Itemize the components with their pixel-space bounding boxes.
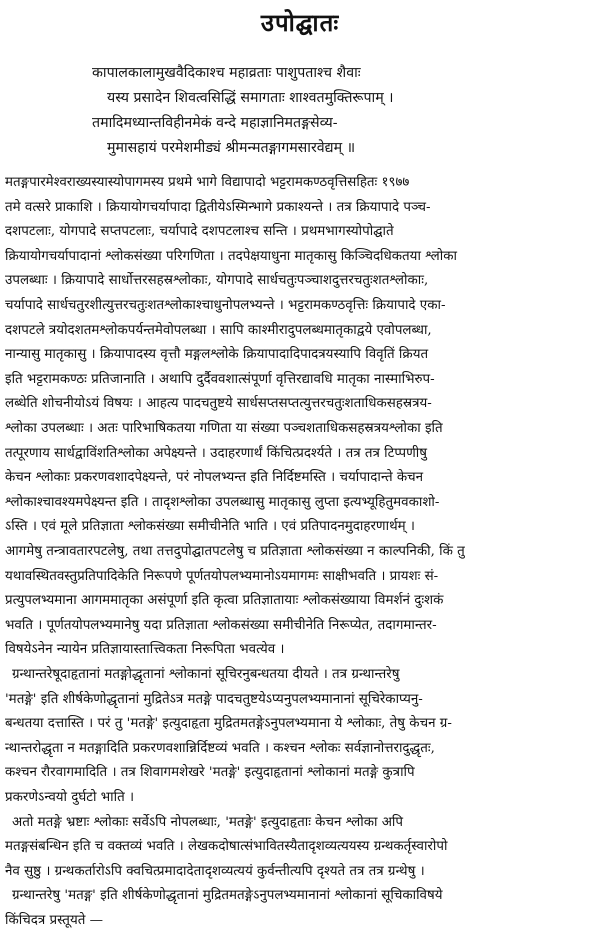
- paragraph-line: कश्चन रौरवागमादिति । तत्र शिवागमशेखरे 'मतङ्गे' इत्युदाहृतानां श्लोकानां मतङ्गे कुत्रापि: [5, 765, 415, 781]
- paragraph-line: तत्पूरणाय सार्धद्वाविंशतिश्लोका अपेक्ष्यन्ते । उदाहरणार्थं किंचित्प्रदर्श्यते । तत्र तत्र टिप्पणीषु: [5, 445, 427, 461]
- paragraph-line: किंचिदत्र प्रस्तूयते —: [5, 913, 103, 928]
- paragraph-line: लब्धेति शोचनीयोऽयं विषयः । आहत्य पादचतुष्टये सार्धसप्तसप्तत्युत्तरचतुःशताधिकसहस्रत्रय-: [5, 396, 432, 412]
- paragraph-line: क्रियायोगचर्यापादानां श्लोकसंख्या परिगणिता । तदपेक्षयाधुना मातृकासु किञ्चिदधिकतया श्लोका: [5, 248, 457, 264]
- verse-line: तमादिमध्यान्तविहीनमेकं वन्दे महाज्ञानिमतङ्गसेव्य-: [92, 115, 338, 131]
- paragraph-line: मतङ्गसंबन्धिन इति च वक्तव्यं भवति । लेखकदोषात्संभावितस्यैतादृशव्यत्ययस्य ग्रन्थकर्तृस्वारोपो: [5, 839, 448, 855]
- paragraph-line: प्रत्युपलभ्यमाना आगममातृका असंपूर्णा इति कृत्वा प्रतिज्ञातायाः श्लोकसंख्याया विमर्शनं दुःशकं: [5, 593, 444, 609]
- paragraph-line: यथावस्थितवस्तुप्रतिपादिकेति निरूपणे पूर्णतयोपलभ्यमानोऽयमागमः साक्षीभवति । प्रायशः सं-: [5, 568, 439, 584]
- paragraph-line: ग्रन्थान्तरेषु 'मतङ्ग' इति शीर्षकेणोद्धृतानां मुद्रितमतङ्गेऽनुपलभ्यमानानां श्लोकानां सूचिकाविषये: [12, 888, 443, 904]
- paragraph-line: न्थान्तरोद्धृता न मतङ्गादिति प्रकरणवशान्निर्दिष्टव्यं भवति । कश्चन श्लोकः सर्वज्ञानोत्तरादुद्धृतः,: [5, 740, 435, 756]
- paragraph-line: केचन श्लोकाः प्रकरणवशादपेक्ष्यन्ते, परं नोपलभ्यन्त इति निर्दिष्टमस्ति । चर्यापादान्ते केचन: [5, 470, 424, 486]
- verse-line: मुमासहायं परमेशमीड्यं श्रीमन्मतङ्गागमसारवेद्यम् ॥: [107, 140, 356, 156]
- paragraph-line: नान्यासु मातृकासु । क्रियापादस्य वृत्तौ मङ्गलश्लोके क्रियापादादिपादत्रयस्यापि विवृतिं क्रियत: [5, 347, 429, 363]
- paragraph-line: ग्रन्थान्तरेषूदाहृतानां मतङ्गोद्धृतानां श्लोकानां सूचिरनुबन्धतया दीयते । तत्र ग्रन्थान्तरेषु: [12, 667, 400, 682]
- paragraph-line: भवति । पूर्णतयोपलभ्यमानेषु यदा प्रतिज्ञाता श्लोकसंख्या समीचीनेति निरूप्येत, तदागमान्तर-: [5, 617, 437, 633]
- paragraph-line: इति भट्टरामकण्ठः प्रतिजानाति । अथापि दुर्दैववशात्संपूर्णा वृत्तिरद्यावधि मातृका नास्माभिरुप-: [5, 371, 435, 387]
- paragraph-line: 'मतङ्गे' इति शीर्षकेणोद्धृतानां मुद्रितेऽत्र मतङ्गे पादचतुष्टयेऽप्यनुपलभ्यमानानां सूचिरेकाप्यनु-: [5, 691, 423, 707]
- verse-line: यस्य प्रसादेन शिवत्वसिद्धिं समागताः शाश्वतमुक्तिरूपाम् ।: [107, 90, 394, 106]
- paragraph-line: ऽस्ति । एवं मूले प्रतिज्ञाता श्लोकसंख्या समीचीनेति भाति । एवं प्रतिपादनमुदाहरणार्थम् ।: [5, 519, 415, 535]
- paragraph-line: विषयेऽनेन न्यायेन प्रतिज्ञायास्तात्त्विकता निरूपिता भवत्येव ।: [5, 642, 285, 658]
- paragraph-line: मतङ्गपारमेश्वराख्यस्यास्योपागमस्य प्रथमे भागे विद्यापादो भट्टरामकण्ठवृत्तिसहितः १९७७: [5, 175, 410, 190]
- paragraph-line: नैव सुष्ठु । ग्रन्थकर्तारोऽपि क्वचित्प्रमादादेतादृशव्यत्ययं कुर्वन्तीत्यपि दृश्यते तत्र तत्र ग्रन्थेषु ।: [5, 863, 425, 879]
- paragraph-line: प्रकरणेऽन्वयो दुर्घटो भाति ।: [5, 790, 135, 805]
- paragraph-line: बन्धतया दत्तास्ति । परं तु 'मतङ्गे' इत्युदाहृता मुद्रितमतङ्गेऽनुपलभ्यमाना ये श्लोकाः, तेषु केचन ग्र-: [5, 716, 452, 732]
- paragraph-line: चर्यापादे सार्धचतुरशीत्युत्तरचतुःशतश्लोकाश्चाधुनोपलभ्यन्ते । भट्टरामकण्ठवृत्तिः क्रियापादे एका-: [5, 298, 446, 313]
- paragraph-line: दशपटलाः, योगपादे सप्तपटलाः, चर्यापादे दशपटलाश्च सन्ति । प्रथमभागस्योपोद्घाते: [5, 224, 394, 240]
- paragraph-line: अतो मतङ्गे भ्रष्टाः श्लोकाः सर्वेऽपि नोपलब्धाः, 'मतङ्गे' इत्युदाहृताः केचन श्लोका अपि: [12, 814, 404, 830]
- paragraph-line: तमे वत्सरे प्राकाशि । क्रियायोगचर्यापादा द्वितीयेऽस्मिन्भागे प्रकाश्यन्ते । तत्र क्रियापादे पञ्च-: [5, 199, 431, 215]
- paragraph-line: श्लोका उपलब्धाः । अतः पारिभाषिकतया गणिता या संख्या पञ्चशताधिकसहस्रत्रयश्लोका इति: [5, 421, 443, 436]
- paragraph-line: उपलब्धाः । क्रियापादे सार्धोत्तरसहस्रश्लोकाः, योगपादे सार्धचतुःपञ्चाशदुत्तरचतुःशतश्लोकाः,: [5, 273, 429, 289]
- paragraph-line: श्लोकाश्चावश्यमपेक्ष्यन्त इति । तादृशश्लोका उपलब्धासु मातृकासु लुप्ता इत्यभ्यूहितुमवकाशो-: [5, 494, 440, 510]
- paragraph-line: आगमेषु तन्त्रावतारपटलेषु, तथा तत्तदुपोद्घातपटलेषु च प्रतिज्ञाता श्लोकसंख्या न काल्पनिकी, किं तु: [5, 544, 465, 559]
- verse-line: कापालकालामुखवैदिकाश्च महाव्रताः पाशुपताश्च शैवाः: [92, 65, 361, 81]
- page-title: उपोद्घातः: [260, 8, 340, 37]
- paragraph-line: दशपटले त्रयोदशतमश्लोकपर्यन्तमेवोपलब्धा । सापि काश्मीरादुपलब्धमातृकाद्वये एवोपलब्धा,: [5, 322, 432, 338]
